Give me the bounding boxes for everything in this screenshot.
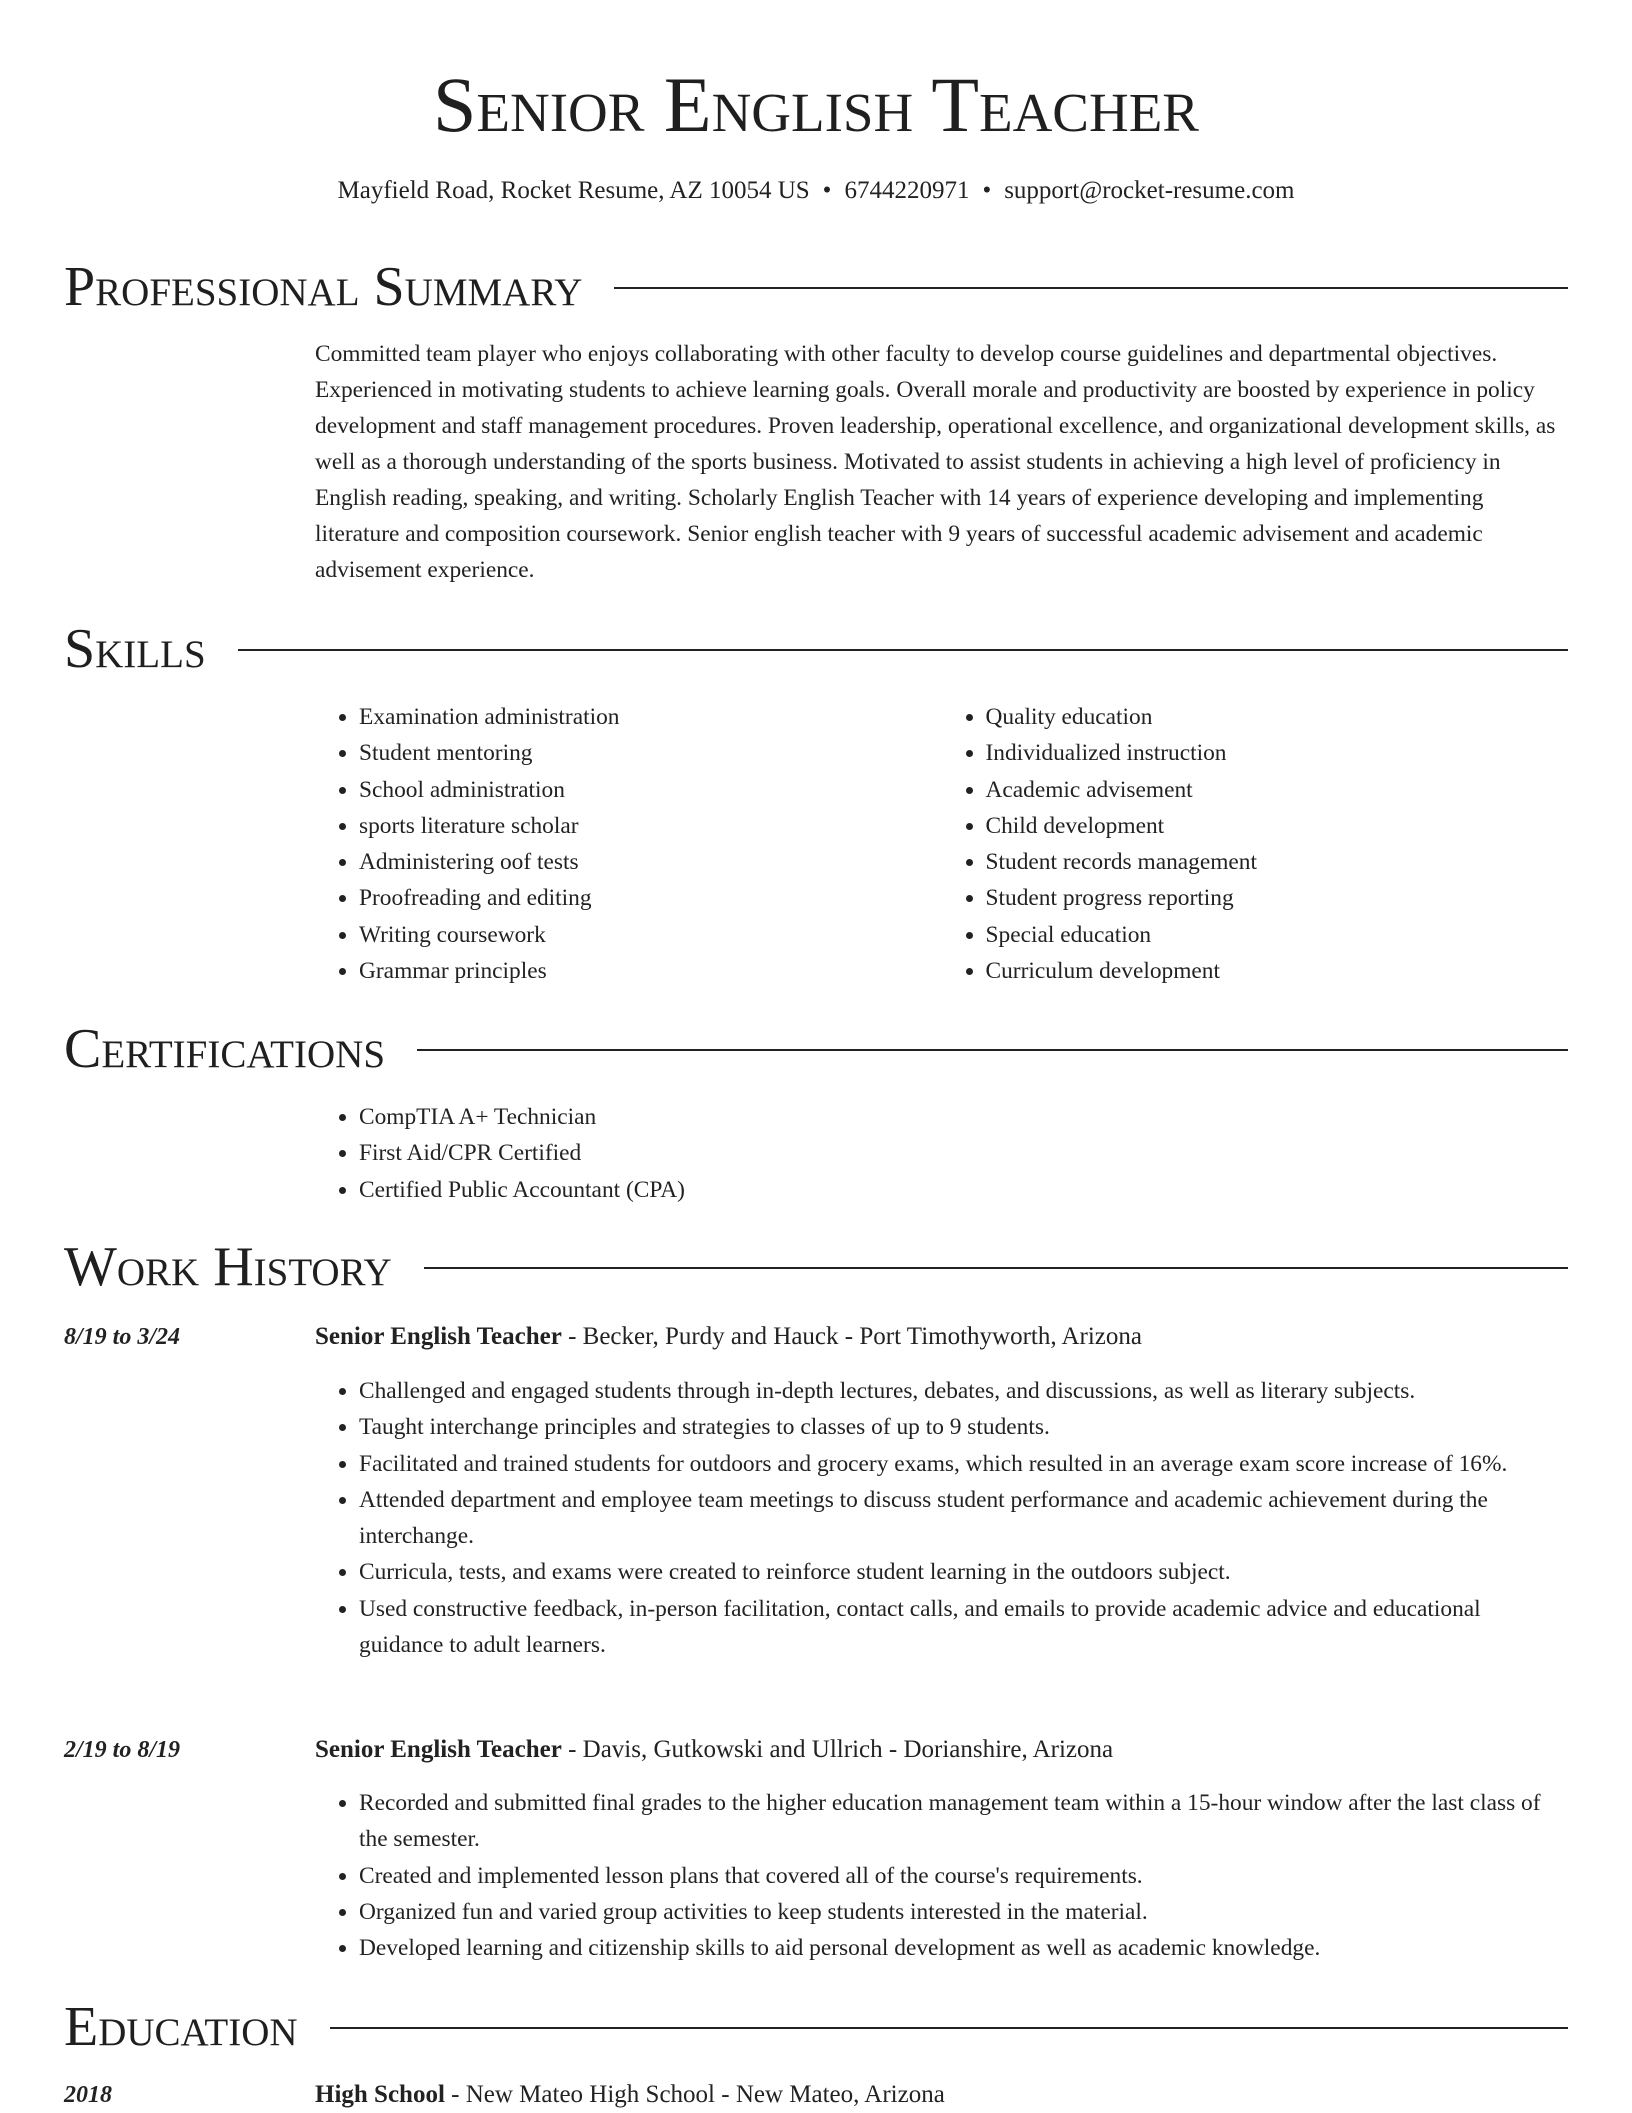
list-item: • Student mentoring xyxy=(359,735,942,771)
list-item: • Special education xyxy=(986,917,1569,953)
list-item: • Attended department and employee team meetings to discuss student performance and academic achievement during the interchange. xyxy=(359,1482,1568,1555)
contact-phone: 6744220971 xyxy=(844,177,970,204)
education-degree: High School xyxy=(315,2081,445,2108)
contact-address: Mayfield Road, Rocket Resume, AZ 10054 US xyxy=(337,177,810,204)
list-item: • Child development xyxy=(986,808,1569,844)
summary-block xyxy=(315,336,1568,588)
list-item: • Recorded and submitted final grades to the higher education management team within a 15-hour window after the last class of the semester. xyxy=(359,1785,1568,1858)
summary-text: Committed team player who enjoys collaborating with other faculty to develop course guidelines and departmental objectives. Experienced in motivating students to achieve learning goals. Overall morale and productivity are boosted by experience in policy development and staff management procedures. Proven leadership, operational excellence, and organizational development skills, as well as a thorough understanding of the sports business. Motivated to assist students in achieving a high level of proficiency in English reading, speaking, and writing. Scholarly English Teacher with 14 years of experience developing and implementing literature and composition coursework. Senior english teacher with 9 years of successful academic advisement and academic advisement experience. xyxy=(315,341,1556,583)
section-title: Work History xyxy=(64,1236,392,1298)
section-divider xyxy=(424,1267,1568,1269)
section-header-summary xyxy=(64,256,1568,318)
section-header-skills xyxy=(64,618,1568,680)
section-divider xyxy=(330,2027,1568,2029)
list-item: • CompTIA A+ Technician xyxy=(359,1099,1568,1135)
education-school: - New Mateo High School - New Mateo, Arizona xyxy=(444,2081,945,2108)
section-title: Education xyxy=(64,1996,298,2058)
list-item: • Examination administration xyxy=(359,699,942,735)
list-item: • Certified Public Accountant (CPA) xyxy=(359,1172,1568,1208)
list-item: • School administration xyxy=(359,772,942,808)
section-header-certifications xyxy=(64,1018,1568,1080)
education-title xyxy=(315,2077,945,2113)
list-item: • Developed learning and citizenship skills to aid personal development as well as academic knowledge. xyxy=(359,1930,1568,1966)
page-title: Senior English Teacher xyxy=(433,61,1199,148)
job-role: Senior English Teacher xyxy=(315,1323,562,1350)
job-title xyxy=(315,1319,1142,1355)
list-item: • First Aid/CPR Certified xyxy=(359,1135,1568,1171)
section-divider xyxy=(614,287,1568,289)
list-item: • Individualized instruction xyxy=(986,735,1569,771)
list-item: • Writing coursework xyxy=(359,917,942,953)
job-bullets xyxy=(315,1373,1568,1663)
list-item: • Quality education xyxy=(986,699,1569,735)
contact-separator: • xyxy=(982,177,992,204)
list-item: • Grammar principles xyxy=(359,953,942,989)
job-dates: 2/19 to 8/19 xyxy=(64,1737,181,1763)
job-employer: - Becker, Purdy and Hauck - Port Timothyworth, Arizona xyxy=(561,1323,1143,1350)
list-item: • Student records management xyxy=(986,844,1569,880)
list-item: • Student progress reporting xyxy=(986,880,1569,916)
list-item: • Academic advisement xyxy=(986,772,1569,808)
contact-email: support@rocket-resume.com xyxy=(1004,177,1295,204)
section-title: Professional Summary xyxy=(64,256,583,318)
job-bullets xyxy=(315,1785,1568,1966)
job-dates: 8/19 to 3/24 xyxy=(64,1324,181,1350)
list-item: • Taught interchange principles and strategies to classes of up to 9 students. xyxy=(359,1409,1568,1445)
list-item: • Facilitated and trained students for outdoors and grocery exams, which resulted in an average exam score increase of 16%. xyxy=(359,1446,1568,1482)
section-header-work-history xyxy=(64,1236,1568,1298)
contact-line xyxy=(0,175,1632,207)
job-bullets-block xyxy=(315,1785,1568,1966)
job-title xyxy=(315,1732,1113,1768)
list-item: • Used constructive feedback, in-person facilitation, contact calls, and emails to provide academic advice and educational guidance to adult learners. xyxy=(359,1591,1568,1664)
list-item: • Created and implemented lesson plans that covered all of the course's requirements. xyxy=(359,1858,1568,1894)
skills-list-left xyxy=(315,699,942,989)
contact-separator: • xyxy=(822,177,832,204)
education-year: 2018 xyxy=(64,2082,112,2108)
list-item: • Curriculum development xyxy=(986,953,1569,989)
section-divider xyxy=(417,1049,1568,1051)
certifications-list xyxy=(315,1099,1568,1208)
skills-list-right xyxy=(942,699,1569,989)
section-title: Skills xyxy=(64,618,206,680)
list-item: • sports literature scholar xyxy=(359,808,942,844)
list-item: • Challenged and engaged students through in-depth lectures, debates, and discussions, as well as literary subjects. xyxy=(359,1373,1568,1409)
section-divider xyxy=(238,649,1568,651)
certifications-block xyxy=(315,1099,1568,1208)
section-header-education xyxy=(64,1996,1568,2058)
job-bullets-block xyxy=(315,1373,1568,1663)
job-employer: - Davis, Gutkowski and Ullrich - Dorianshire, Arizona xyxy=(561,1736,1114,1763)
list-item: • Proofreading and editing xyxy=(359,880,942,916)
list-item: • Organized fun and varied group activities to keep students interested in the material. xyxy=(359,1894,1568,1930)
list-item: • Curricula, tests, and exams were created to reinforce student learning in the outdoors subject. xyxy=(359,1554,1568,1590)
job-role: Senior English Teacher xyxy=(315,1736,562,1763)
section-title: Certifications xyxy=(64,1018,386,1080)
skills-block xyxy=(315,699,1568,989)
list-item: • Administering oof tests xyxy=(359,844,942,880)
